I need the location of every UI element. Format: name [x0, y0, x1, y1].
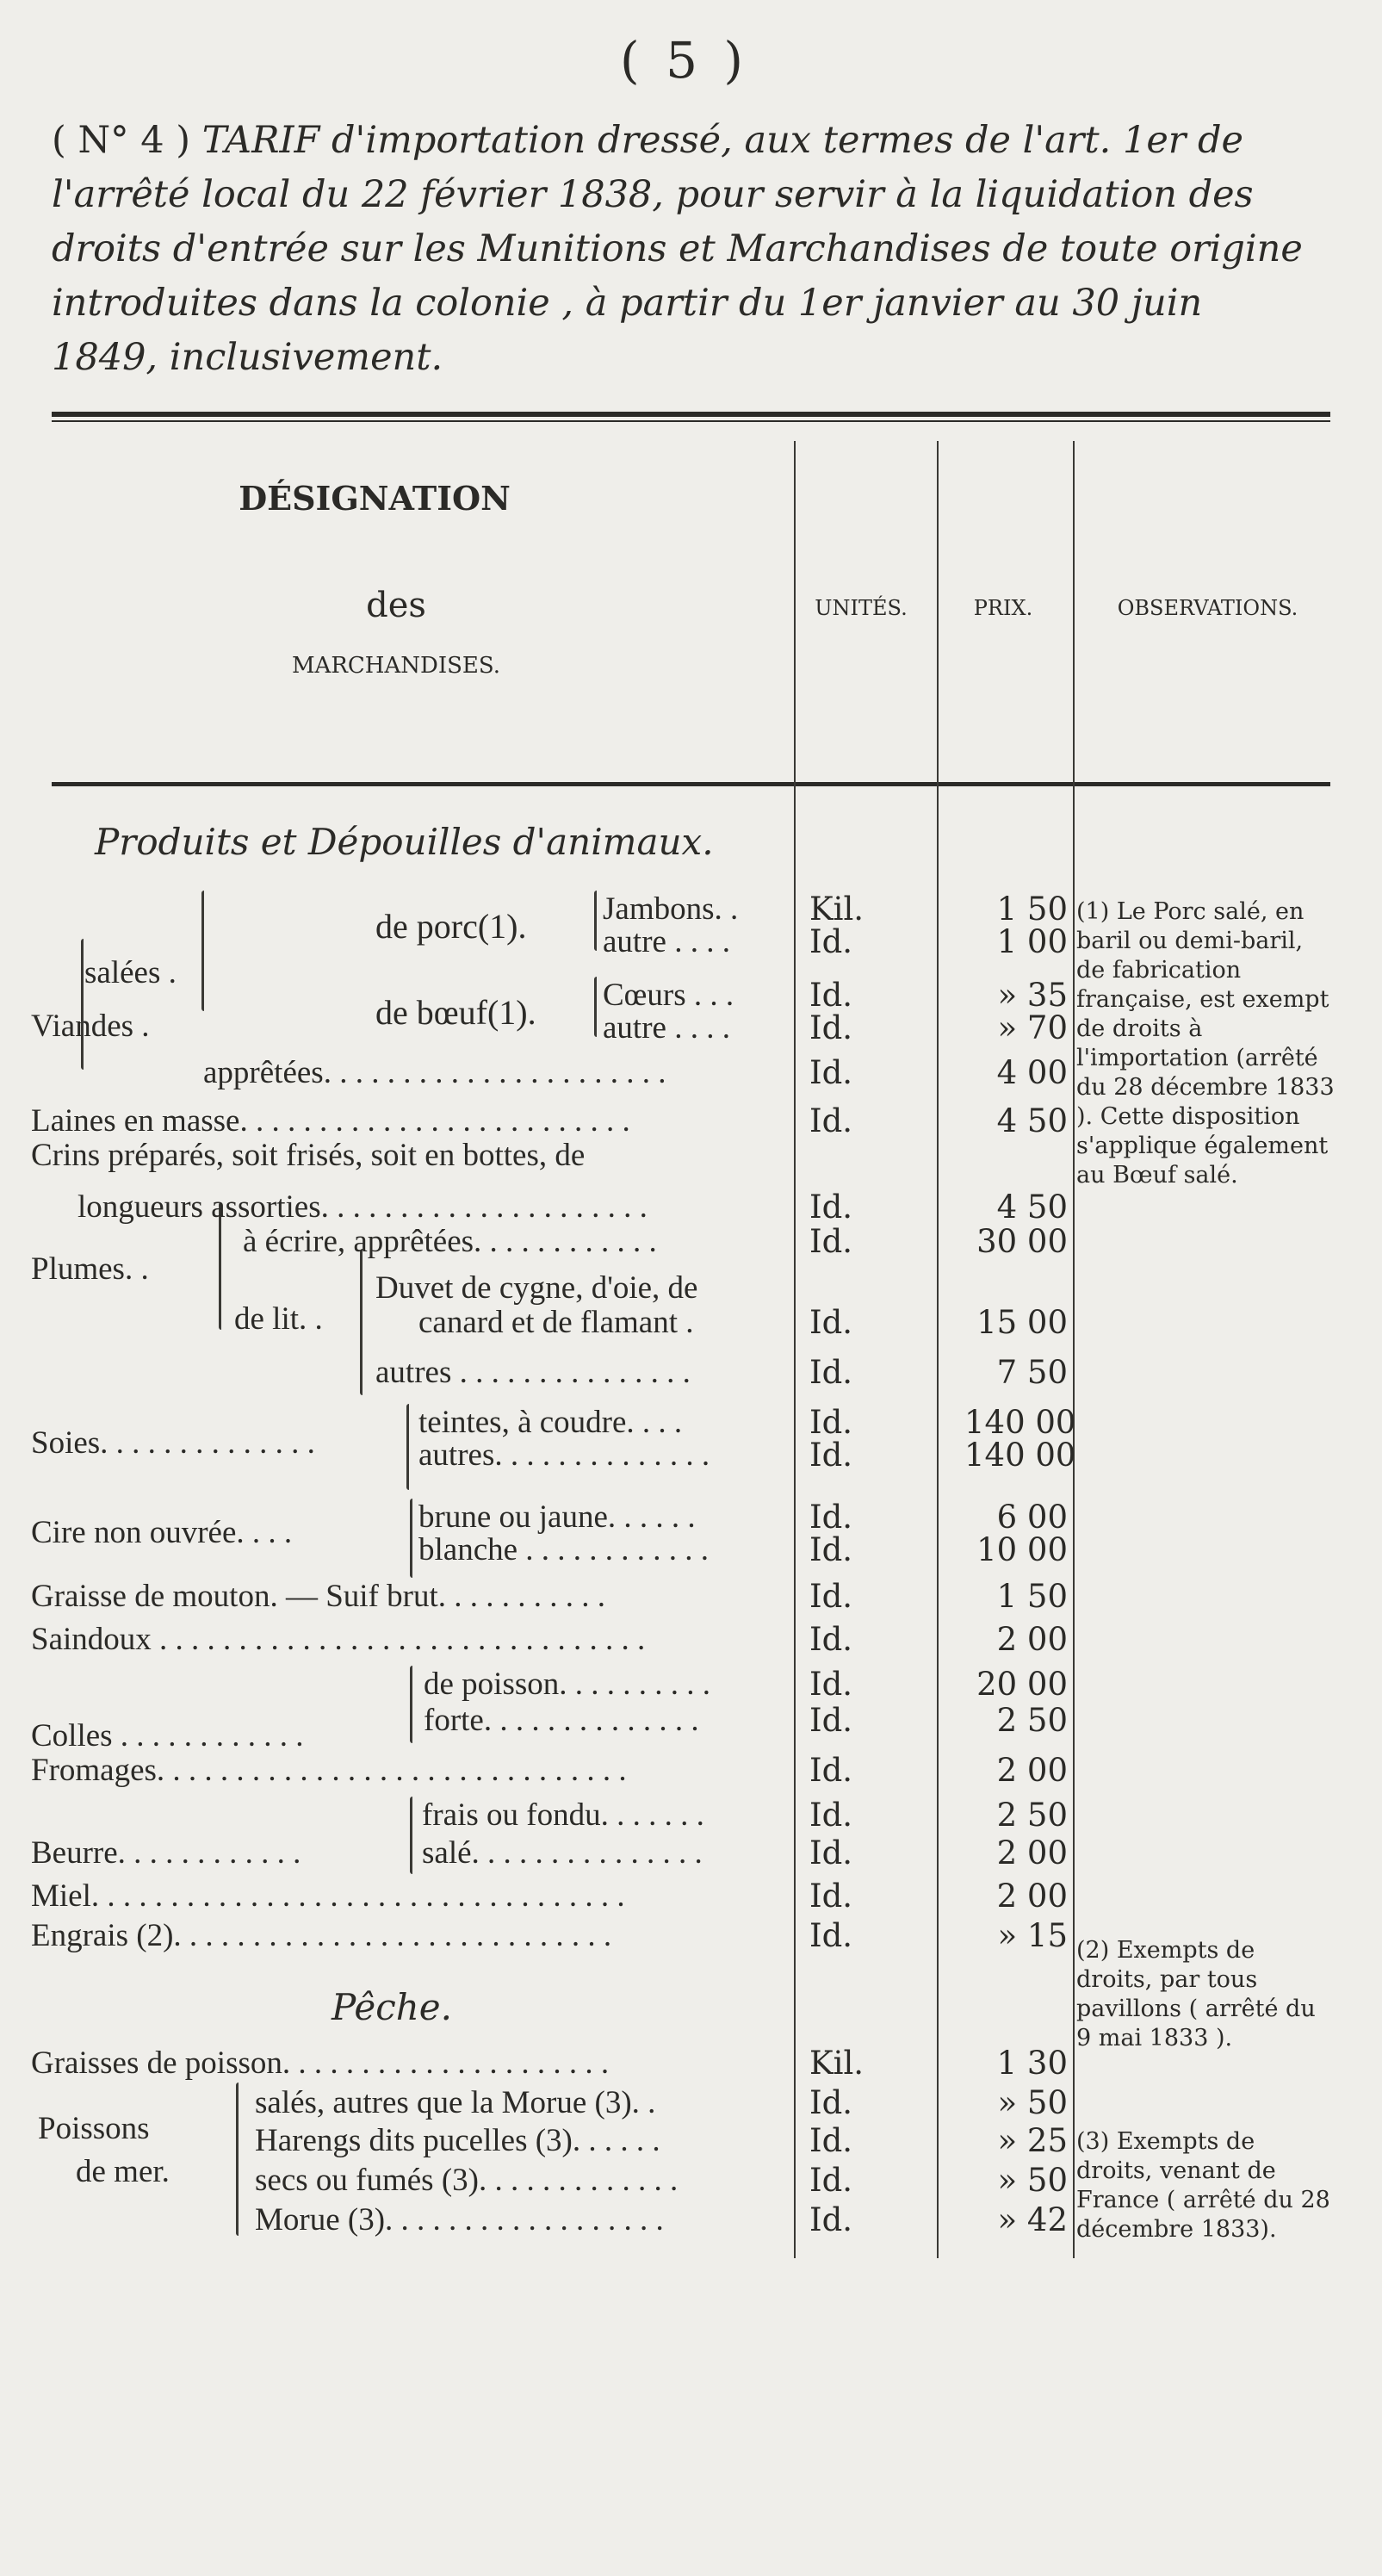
row-unit: Id.	[809, 1354, 853, 1391]
tariff-row	[0, 1621, 1382, 1658]
tariff-row	[0, 1666, 1382, 1703]
row-price: 20 00	[976, 1666, 1068, 1703]
row-label: Harengs dits pucelles (3). . . . . .	[255, 2123, 660, 2158]
row-label: autres . . . . . . . . . . . . . . .	[375, 1355, 691, 1390]
row-unit: Kil.	[809, 891, 865, 928]
row-price: 2 00	[996, 1834, 1068, 1871]
label-poissons: Poissons	[38, 2111, 150, 2146]
row-price: 6 00	[996, 1499, 1068, 1536]
observation-note-1: (1) Le Porc salé, en baril ou demi-baril, de fabrication française, est exempt de droits à l'importation (arrêté du 28 décembre 1833 ). Cette disposition s'applique également au Bœuf salé.	[1076, 898, 1335, 1189]
row-price: 4 50	[996, 1189, 1068, 1226]
row-price: » 50	[997, 2084, 1068, 2121]
row-price: » 42	[997, 2201, 1068, 2238]
label-de-boeuf: de bœuf(1).	[375, 993, 536, 1032]
label-viandes: Viandes .	[31, 1009, 150, 1044]
col-designation-1: DÉSIGNATION	[239, 479, 511, 518]
row-label: à écrire, apprêtées. . . . . . . . . . . .	[243, 1224, 657, 1259]
row-unit: Id.	[809, 2084, 853, 2121]
tariff-row	[0, 1531, 1382, 1566]
row-label: apprêtées. . . . . . . . . . . . . . . . . . . . . .	[203, 1055, 666, 1090]
row-label: brune ou jaune. . . . . .	[418, 1499, 696, 1535]
row-label: Jambons. .	[603, 891, 739, 927]
row-unit: Id.	[809, 1702, 853, 1739]
row-label: Duvet de cygne, d'oie, de	[375, 1270, 698, 1306]
row-label: Saindoux . . . . . . . . . . . . . . . . . . . . . . . . . . . . . . .	[31, 1622, 646, 1657]
col-separator-3	[1073, 441, 1075, 2258]
row-label: de poisson. . . . . . . . . .	[424, 1667, 710, 1702]
row-price: 2 50	[996, 1702, 1068, 1739]
row-price: 1 50	[996, 891, 1068, 928]
row-unit: Id.	[809, 1009, 853, 1046]
row-label: frais ou fondu. . . . . . .	[422, 1797, 704, 1833]
label-soies: Soies. . . . . . . . . . . . . .	[31, 1425, 315, 1461]
tariff-title: TARIF d'importation dressé, aux termes de l'art. 1er de l'arrêté local du 22 février 1838, pour servir à la liquidation des droits d'entrée sur les Munitions et Marchandises de toute origine introduites dans la colonie , à partir du 1er janvier au 30 juin 1849, inclusivement.	[52, 119, 1303, 379]
row-unit: Id.	[809, 1621, 853, 1658]
row-price: 1 00	[996, 923, 1068, 960]
row-label: Fromages. . . . . . . . . . . . . . . . . . . . . . . . . . . . . .	[31, 1753, 627, 1788]
row-unit: Id.	[809, 1102, 853, 1139]
tariff-row	[0, 1752, 1382, 1789]
col-units: UNITÉS.	[815, 596, 908, 620]
row-label: Laines en masse. . . . . . . . . . . . . . . . . . . . . . . . .	[31, 1103, 630, 1139]
row-unit: Id.	[809, 1499, 853, 1536]
col-designation-3: MARCHANDISES.	[291, 653, 501, 679]
header-rule-thin	[52, 420, 1330, 422]
tariff-row	[0, 1797, 1382, 1834]
row-price: 2 00	[996, 1752, 1068, 1789]
row-price: » 15	[997, 1917, 1068, 1954]
row-price: 140 00	[964, 1437, 1076, 1474]
col-price: PRIX.	[973, 596, 1033, 620]
row-price: 4 00	[996, 1054, 1068, 1091]
row-price: 140 00	[964, 1404, 1076, 1441]
row-label: canard et de flamant .	[418, 1305, 694, 1340]
row-label: salé. . . . . . . . . . . . . . .	[422, 1835, 703, 1871]
tariff-row	[0, 1404, 1382, 1441]
row-label: Crins préparés, soit frisés, soit en bottes, de	[31, 1138, 586, 1173]
label-colles: Colles . . . . . . . . . . . .	[31, 1718, 304, 1754]
row-price: » 35	[997, 977, 1068, 1014]
row-label: Miel. . . . . . . . . . . . . . . . . . . . . . . . . . . . . . . . . .	[31, 1878, 625, 1914]
row-label: autre . . . .	[603, 924, 730, 959]
row-price: 15 00	[976, 1304, 1068, 1341]
row-unit: Id.	[809, 923, 853, 960]
label-cire: Cire non ouvrée. . . .	[31, 1515, 293, 1550]
row-price: 4 50	[996, 1102, 1068, 1139]
tariff-row	[0, 1702, 1382, 1739]
observation-note-2: (2) Exempts de droits, par tous pavillons ( arrêté du 9 mai 1833 ).	[1076, 1937, 1316, 2051]
col-observations: OBSERVATIONS.	[1117, 596, 1298, 620]
tariff-row	[0, 1223, 1382, 1260]
header-rule	[52, 412, 1330, 417]
tariff-row	[0, 1304, 1382, 1341]
tariff-row	[0, 1189, 1382, 1226]
row-unit: Kil.	[809, 2045, 865, 2082]
tariff-row	[0, 2084, 1382, 2119]
row-label: Cœurs . . .	[603, 978, 734, 1013]
observation-note-3: (3) Exempts de droits, venant de France ( arrêté du 28 décembre 1833).	[1076, 2128, 1330, 2243]
row-label: salés, autres que la Morue (3). .	[255, 2085, 656, 2120]
row-price: » 50	[997, 2162, 1068, 2199]
label-de-lit: de lit. .	[234, 1301, 323, 1337]
section-fishing: Pêche.	[332, 1986, 453, 2028]
row-label: autres. . . . . . . . . . . . . .	[418, 1437, 710, 1473]
tariff-header	[52, 114, 1317, 385]
row-unit: Id.	[809, 1531, 853, 1568]
columns-rule	[52, 782, 1330, 786]
row-label: longueurs assorties. . . . . . . . . . . . . . . . . . . . .	[77, 1189, 648, 1225]
tariff-row	[0, 1437, 1382, 1474]
row-label: Morue (3). . . . . . . . . . . . . . . . . .	[255, 2202, 664, 2238]
row-unit: Id.	[809, 1878, 853, 1915]
row-price: 2 00	[996, 1621, 1068, 1658]
row-price: 10 00	[976, 1531, 1068, 1568]
row-unit: Id.	[809, 1437, 853, 1474]
row-label: Engrais (2). . . . . . . . . . . . . . . . . . . . . . . . . . . .	[31, 1918, 612, 1953]
row-unit: Id.	[809, 1578, 853, 1615]
row-price: » 25	[997, 2122, 1068, 2159]
row-price: 7 50	[996, 1354, 1068, 1391]
row-unit: Id.	[809, 1917, 853, 1954]
tariff-row	[0, 1269, 1382, 1304]
row-unit: Id.	[809, 2122, 853, 2159]
label-salees: salées .	[84, 955, 177, 990]
col-separator-2	[937, 441, 939, 2258]
row-unit: Id.	[809, 1666, 853, 1703]
row-price: 1 30	[996, 2045, 1068, 2082]
row-label: secs ou fumés (3). . . . . . . . . . . . .	[255, 2163, 679, 2198]
row-price: 2 50	[996, 1797, 1068, 1834]
row-label: autre . . . .	[603, 1010, 730, 1046]
tariff-number: ( N° 4 )	[52, 119, 191, 162]
row-unit: Id.	[809, 1304, 853, 1341]
row-price: 1 50	[996, 1578, 1068, 1615]
tariff-row	[0, 1834, 1382, 1869]
col-separator-1	[794, 441, 796, 2258]
row-label: Graisse de mouton. — Suif brut. . . . . . . . . . .	[31, 1579, 605, 1614]
row-unit: Id.	[809, 1054, 853, 1091]
row-unit: Id.	[809, 1797, 853, 1834]
row-label: forte. . . . . . . . . . . . . .	[424, 1703, 699, 1738]
col-designation-2: des	[366, 586, 426, 625]
row-label: blanche . . . . . . . . . . . .	[418, 1532, 710, 1567]
row-unit: Id.	[809, 1834, 853, 1871]
row-price: 30 00	[976, 1223, 1068, 1260]
row-unit: Id.	[809, 1189, 853, 1226]
row-price: » 70	[997, 1009, 1068, 1046]
row-price: 2 00	[996, 1878, 1068, 1915]
label-de-mer: de mer.	[76, 2154, 170, 2189]
row-unit: Id.	[809, 1404, 853, 1441]
row-label: Graisses de poisson. . . . . . . . . . . . . . . . . . . . .	[31, 2045, 610, 2081]
tariff-row	[0, 1578, 1382, 1615]
row-unit: Id.	[809, 2201, 853, 2238]
row-unit: Id.	[809, 977, 853, 1014]
tariff-row	[0, 1499, 1382, 1536]
page-number: ( 5 )	[620, 31, 749, 90]
tariff-row	[0, 1878, 1382, 1915]
label-de-porc: de porc(1).	[375, 907, 527, 946]
label-plumes: Plumes. .	[31, 1251, 149, 1287]
section-animal-products: Produits et Dépouilles d'animaux.	[95, 821, 714, 863]
row-unit: Id.	[809, 1223, 853, 1260]
row-unit: Id.	[809, 1752, 853, 1789]
row-label: teintes, à coudre. . . .	[418, 1405, 683, 1440]
tariff-row	[0, 1354, 1382, 1391]
label-beurre: Beurre. . . . . . . . . . . .	[31, 1835, 301, 1871]
row-unit: Id.	[809, 2162, 853, 2199]
